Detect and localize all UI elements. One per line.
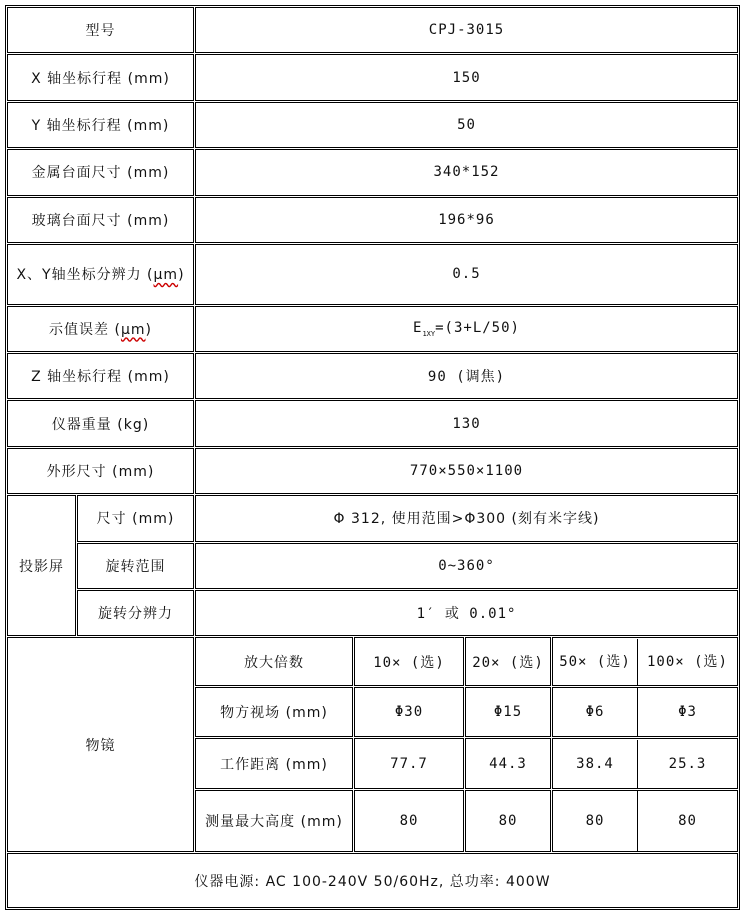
max-height-label: 测量最大高度 (mm): [195, 790, 353, 853]
table-row: [7, 102, 738, 148]
xy-resolution-label-suffix: ): [178, 267, 185, 284]
rotation-range-value: 0~360°: [195, 543, 738, 589]
indication-error-label-suffix: ): [145, 321, 152, 338]
rotation-resolution-label: 旋转分辨力: [77, 590, 194, 636]
screen-size-value: Φ 312, 使用范围>Φ300 (刻有米字线): [195, 495, 738, 541]
error-formula: =(3+L/50): [435, 319, 520, 336]
table-cell: 80: [465, 790, 551, 853]
working-distance-label: 工作距离 (mm): [195, 738, 353, 788]
magnification-100x: 100× (选): [646, 653, 728, 670]
table-row: [7, 637, 738, 685]
table-cell-pair: [552, 790, 738, 853]
table-cell: Φ15: [465, 687, 551, 737]
model-label: 型号: [7, 7, 194, 53]
y-travel-label: Y 轴坐标行程 (mm): [7, 102, 194, 148]
table-cell: 38.4: [553, 740, 638, 788]
z-travel-label: Z 轴坐标行程 (mm): [7, 353, 194, 399]
table-row: [7, 197, 738, 243]
magnification-header: 放大倍数: [195, 637, 353, 685]
table-cell: 80: [553, 791, 638, 851]
table-row: [7, 306, 738, 352]
dimensions-label: 外形尺寸 (mm): [7, 448, 194, 494]
z-travel-value: 90 (调焦): [195, 353, 738, 399]
table-cell: 77.7: [354, 738, 464, 788]
table-cell: 80: [354, 790, 464, 853]
table-cell: Φ6: [553, 688, 638, 736]
table-cell: Φ30: [354, 687, 464, 737]
model-value: CPJ-3015: [195, 7, 738, 53]
glass-stage-label: 玻璃台面尺寸 (mm): [7, 197, 194, 243]
table-cell: 80: [678, 813, 697, 830]
table-row: [7, 149, 738, 195]
xy-resolution-value: 0.5: [195, 244, 738, 305]
table-row: [7, 400, 738, 446]
table-row: [7, 7, 738, 53]
table-row: [7, 495, 738, 541]
x-travel-label: X 轴坐标行程 (mm): [7, 54, 194, 100]
error-symbol: E: [413, 319, 423, 336]
table-cell-pair: [552, 738, 738, 788]
magnification-20x: 20× (选): [465, 637, 551, 685]
spec-table: [5, 5, 740, 910]
table-row: [7, 54, 738, 100]
weight-value: 130: [195, 400, 738, 446]
power-supply-note: 仪器电源: AC 100-240V 50/60Hz, 总功率: 400W: [7, 853, 738, 908]
table-row: [7, 244, 738, 305]
glass-stage-value: 196*96: [195, 197, 738, 243]
error-subscript: 1XY: [422, 329, 436, 338]
metal-stage-value: 340*152: [195, 149, 738, 195]
table-cell: Φ3: [678, 704, 697, 721]
projection-screen-group-label: 投影屏: [7, 495, 76, 636]
table-row: [7, 853, 738, 908]
screen-size-label: 尺寸 (mm): [77, 495, 194, 541]
magnification-10x: 10× (选): [354, 637, 464, 685]
y-travel-value: 50: [195, 102, 738, 148]
table-row: [7, 543, 738, 589]
xy-resolution-label-prefix: X、Y轴坐标分辨力 (: [16, 267, 154, 284]
xy-resolution-unit: μm: [153, 267, 179, 284]
metal-stage-label: 金属台面尺寸 (mm): [7, 149, 194, 195]
indication-error-label: [7, 306, 194, 352]
table-row: [7, 448, 738, 494]
indication-error-value: [195, 306, 738, 352]
table-cell-pair: [552, 687, 738, 737]
indication-error-label-prefix: 示值误差 (: [49, 321, 121, 338]
xy-resolution-label: [7, 244, 194, 305]
rotation-range-label: 旋转范围: [77, 543, 194, 589]
dimensions-value: 770×550×1100: [195, 448, 738, 494]
magnification-50x-100x: [552, 637, 738, 685]
field-of-view-label: 物方视场 (mm): [195, 687, 353, 737]
weight-label: 仪器重量 (kg): [7, 400, 194, 446]
objective-group-label: 物镜: [7, 637, 194, 852]
magnification-50x: 50× (选): [553, 639, 638, 685]
indication-error-unit: μm: [120, 321, 146, 338]
table-cell: 44.3: [465, 738, 551, 788]
table-row: [7, 353, 738, 399]
table-row: [7, 590, 738, 636]
rotation-resolution-value: 1′ 或 0.01°: [195, 590, 738, 636]
x-travel-value: 150: [195, 54, 738, 100]
table-cell: 25.3: [668, 755, 707, 772]
